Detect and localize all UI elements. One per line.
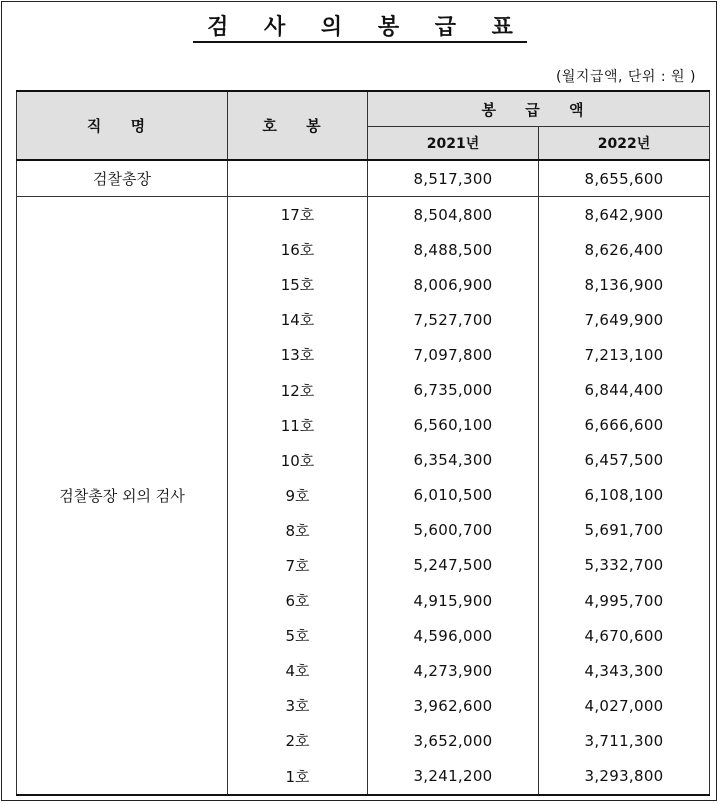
grade-cell: 4호	[228, 653, 368, 688]
salary-2022-cell: 4,027,000	[539, 688, 710, 723]
salary-2021-cell: 6,354,300	[368, 443, 539, 478]
others-position: 검찰총장 외의 검사	[17, 197, 228, 795]
salary-2022-cell: 5,332,700	[539, 548, 710, 583]
salary-2022-cell: 6,666,600	[539, 408, 710, 443]
salary-2022-cell: 3,711,300	[539, 723, 710, 758]
salary-2021-cell: 3,962,600	[368, 688, 539, 723]
table-row-chief	[17, 160, 710, 197]
salary-2021-cell: 5,247,500	[368, 548, 539, 583]
salary-2022-cell: 6,457,500	[539, 443, 710, 478]
grade-cell: 3호	[228, 688, 368, 723]
grade-cell: 12호	[228, 372, 368, 407]
header-salary: 봉 급 액	[368, 91, 710, 127]
header-grade: 호 봉	[228, 91, 368, 160]
salary-2022-cell: 6,108,100	[539, 478, 710, 513]
salary-2021-cell: 6,010,500	[368, 478, 539, 513]
salary-2022-cell: 8,642,900	[539, 197, 710, 233]
grade-cell: 9호	[228, 478, 368, 513]
salary-2022-cell: 8,626,400	[539, 232, 710, 267]
salary-2021-cell: 8,488,500	[368, 232, 539, 267]
grade-cell: 10호	[228, 443, 368, 478]
grade-cell: 5호	[228, 618, 368, 653]
grade-cell: 7호	[228, 548, 368, 583]
salary-2021-cell: 3,241,200	[368, 759, 539, 795]
header-year-2021: 2021년	[368, 127, 539, 161]
grade-cell: 16호	[228, 232, 368, 267]
salary-2021-cell: 6,560,100	[368, 408, 539, 443]
salary-2022-cell: 6,844,400	[539, 372, 710, 407]
grade-cell: 8호	[228, 513, 368, 548]
salary-2022-cell: 8,136,900	[539, 267, 710, 302]
header-year-2022: 2022년	[539, 127, 710, 161]
salary-2021-cell: 3,652,000	[368, 723, 539, 758]
table-row	[17, 197, 710, 233]
grade-cell: 6호	[228, 583, 368, 618]
salary-2021-cell: 7,527,700	[368, 302, 539, 337]
salary-2021-cell: 6,735,000	[368, 372, 539, 407]
salary-2022-cell: 3,293,800	[539, 759, 710, 795]
grade-cell: 15호	[228, 267, 368, 302]
salary-2021-cell: 8,504,800	[368, 197, 539, 233]
salary-2021-cell: 4,273,900	[368, 653, 539, 688]
salary-2022-cell: 4,995,700	[539, 583, 710, 618]
grade-cell: 17호	[228, 197, 368, 233]
salary-table	[16, 90, 710, 796]
grade-cell: 11호	[228, 408, 368, 443]
salary-2021-cell: 5,600,700	[368, 513, 539, 548]
salary-2021-cell: 4,596,000	[368, 618, 539, 653]
grade-cell: 1호	[228, 759, 368, 795]
grade-cell: 2호	[228, 723, 368, 758]
chief-salary-2021: 8,517,300	[368, 160, 539, 197]
salary-2022-cell: 7,213,100	[539, 337, 710, 372]
salary-2022-cell: 4,670,600	[539, 618, 710, 653]
page-title: 검 사 의 봉 급 표	[0, 10, 720, 41]
salary-2022-cell: 4,343,300	[539, 653, 710, 688]
salary-2021-cell: 7,097,800	[368, 337, 539, 372]
unit-note: (월지급액, 단위 : 원 )	[555, 69, 696, 85]
salary-2022-cell: 5,691,700	[539, 513, 710, 548]
grade-cell: 14호	[228, 302, 368, 337]
chief-salary-2022: 8,655,600	[539, 160, 710, 197]
salary-2021-cell: 4,915,900	[368, 583, 539, 618]
salary-2022-cell: 7,649,900	[539, 302, 710, 337]
chief-grade	[228, 160, 368, 197]
chief-position: 검찰총장	[17, 160, 228, 197]
header-position: 직 명	[17, 91, 228, 160]
grade-cell: 13호	[228, 337, 368, 372]
salary-2021-cell: 8,006,900	[368, 267, 539, 302]
